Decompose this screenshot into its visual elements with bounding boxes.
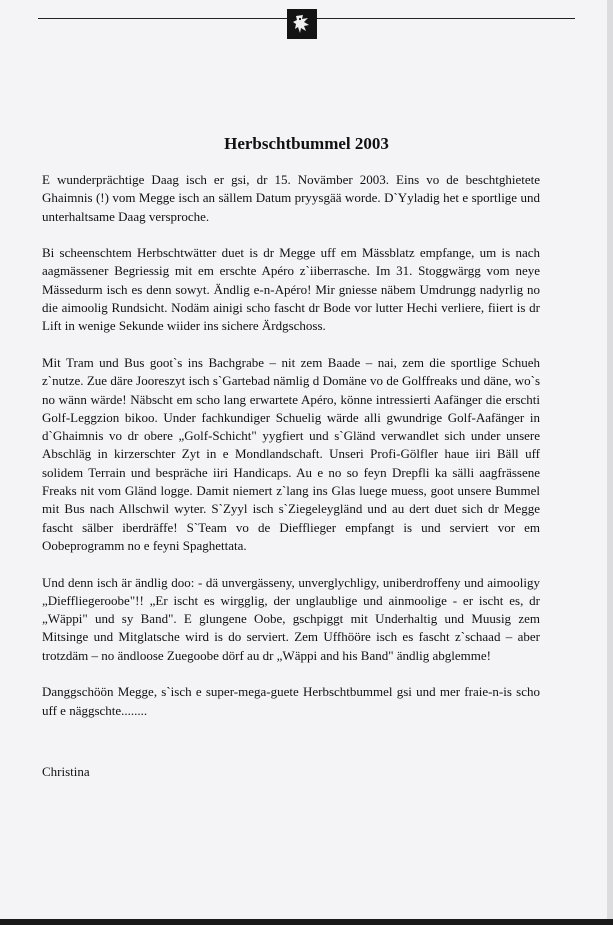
signature: Christina [42, 764, 90, 779]
paragraph-thanks: Danggschöön Megge, s`isch e super-mega-guete Herbschtbummel gsi und mer fraie-n-is scho uff e näggschte........ [42, 684, 540, 718]
document-title: Herbschtbummel 2003 [224, 134, 389, 153]
paragraph-messeturm: Bi scheenschtem Herbschtwätter duet is dr Megge uff em Mässblatz empfange, um is nach aagmässener Begriessig mit em erschte Apéro z`iiberrasche. Im 31. Stoggwärgg vom neye Mässedurm isch es denn sowyt. Ändlig e-n-Apéro! Mir gniesse näbem Umdrungg nadyrlig no die aimoolig Rundsicht. Nodäm ainigi scho fascht dr Bode vor lutter Hechi verliere, fiiert is dr Lift in wenige Sekunde wiider ins sichere Ärdgschoss. [42, 245, 540, 334]
paragraph-evening: Und denn isch är ändlig doo: - dä unvergässeny, unverglychligy, uniberdroffeny und aimooligy „Dieffliegeroobe"!! „Er ischt es wirgglig, der unglaublige und ainmoolige - er ischt es, dr „Wäppi" und sy Band". E glungene Oobe, gschpiggt mit Underhaltig und Muusig zem Mitsinge und Mitglatsche wird is do serviert. Zem Uffhööre isch es fascht z`schaad – aber trotzdäm – no ändloose Zuegoobe dörf au dr „Wäppi and his Band" ändlig abglemme! [42, 574, 540, 663]
paragraph-intro: E wunderprächtige Daag isch er gsi, dr 15. Novämber 2003. Eins vo de beschtghietete Ghaimnis (!) vom Megge isch an sällem Datum pryysgää worde. D`Yyladig het e sportlige und unterhaltsame Daag versproche. [42, 172, 540, 224]
bottom-border [0, 919, 613, 925]
document-body [42, 171, 540, 720]
bird-logo-icon [287, 9, 317, 39]
paragraph-golf: Mit Tram und Bus goot`s ins Bachgrabe – nit zem Baade – nai, zem die sportlige Schueh z`nutze. Zue däre Jooreszyt isch s`Gartebad nämlig d Domäne vo de Golffreaks und däne, wo`s no wänn wärde! Näbscht em scho lang erwartete Apéro, könne intressierti Aafänger die erschti Golf-Leggzion bikoo. Under fachkundiger Schuelig wärde alli gwundrige Golf-Aafänger in d`Ghaimnis vo dr obere „Golf-Schicht" yygfiert und s`Gländ verwandlet sich under unsere Abschläg in kirzerschter Zyt in e Mondlandschaft. Unseri Profi-Gölfler haue iiri Bäll uff solidem Terrain und bespräche iiri Handicaps. Au e no so feyn Drepfli ka sälli aagfrässene Freaks nit vom Gländ logge. Damit niemert z`lang ins Glas luege muess, goot unsere Bummel mit Bus nach Allschwil wyter. S`Zyyl isch s`Ziegeleygländ und au dert duet sich dr Megge fascht sälber iberdräffe! S`Team vo de Diefflieger empfangt is und serviert vor em Oobeprogramm no e feyni Spaghettata. [42, 354, 540, 553]
scan-edge [607, 0, 613, 925]
